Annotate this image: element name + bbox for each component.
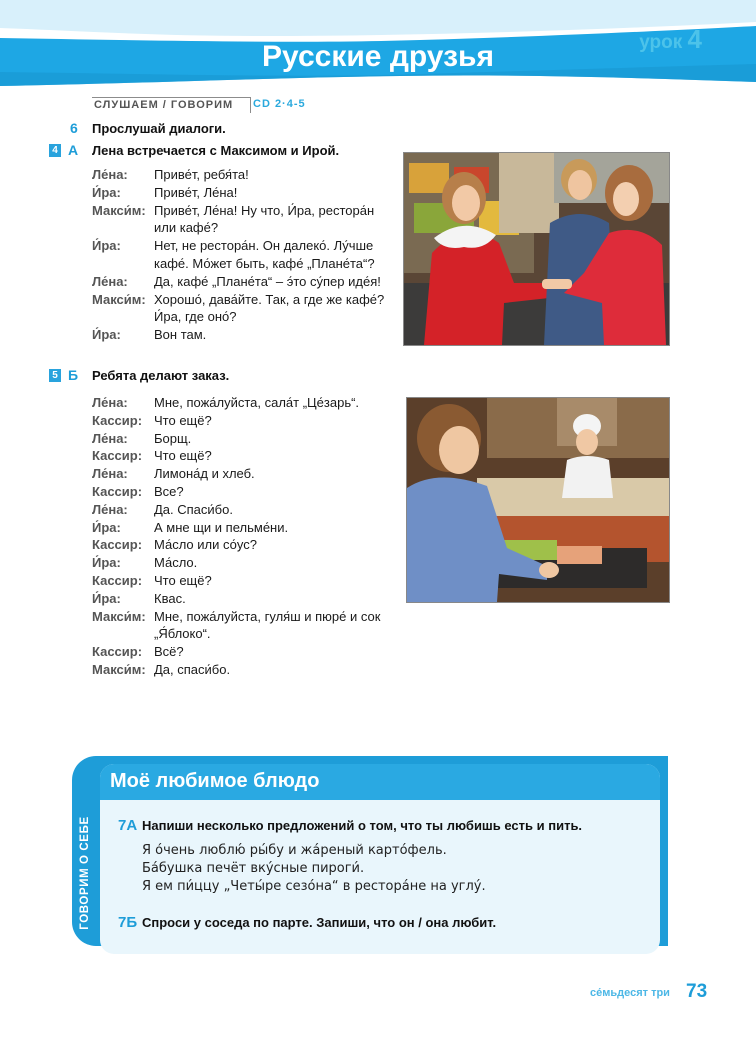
speaker: Макси́м: bbox=[92, 661, 146, 677]
dialogue-a bbox=[92, 166, 390, 344]
speaker: Кассир: bbox=[92, 572, 143, 588]
dialogue-line bbox=[92, 394, 390, 412]
task-letter-b: Б bbox=[68, 367, 79, 383]
audio-track-badge: 5 bbox=[49, 369, 61, 382]
line-text: Всё? bbox=[154, 644, 184, 660]
speaker: Кассир: bbox=[92, 448, 143, 464]
speaker: Ле́на: bbox=[92, 273, 128, 289]
line-text: Борщ. bbox=[154, 430, 192, 446]
example-line: Я ем пи́ццу „Четы́ре сезо́на“ в рестора́не на углу́. bbox=[142, 879, 486, 894]
line-text: Хорошо́, дава́йте. Так, а где же кафе́? И́ра, где оно́? bbox=[154, 291, 385, 325]
line-text: Да, спаси́бо. bbox=[154, 661, 231, 677]
page-number: 73 bbox=[686, 981, 708, 1002]
task-letter-a: А bbox=[68, 142, 79, 158]
line-text: Приве́т, Ле́на! bbox=[154, 184, 238, 200]
section-label: СЛУШАЕМ / ГОВОРИМ bbox=[92, 97, 251, 113]
speaker: Ле́на: bbox=[92, 395, 128, 410]
line-text: Лимона́д и хлеб. bbox=[154, 466, 255, 482]
dialogue-line bbox=[92, 536, 390, 554]
photo-ordering-food bbox=[406, 397, 670, 603]
speaker: Макси́м: bbox=[92, 291, 146, 307]
task-b-text: Ребята делают заказ. bbox=[92, 368, 230, 383]
photo-friends-greeting bbox=[403, 152, 670, 346]
speaker: И́ра: bbox=[92, 184, 121, 200]
dialogue-line bbox=[92, 519, 390, 537]
speaker: И́ра: bbox=[92, 555, 121, 571]
speaker: Макси́м: bbox=[92, 608, 146, 624]
dialogue-line bbox=[92, 447, 390, 465]
speaker: Ле́на: bbox=[92, 430, 128, 446]
line-text: Мне, пожа́луйста, сала́т „Це́зарь“. bbox=[154, 395, 360, 410]
line-text: Ма́сло. bbox=[154, 555, 198, 571]
dialogue-line bbox=[92, 643, 390, 661]
speaker: Ле́на: bbox=[92, 466, 128, 482]
lesson-word: урок bbox=[639, 32, 683, 53]
line-text: Что ещё? bbox=[154, 448, 212, 464]
dialogue-line bbox=[92, 326, 390, 344]
speaker: И́ра: bbox=[92, 519, 121, 535]
task-number-6: 6 bbox=[70, 120, 78, 136]
speaker: Кассир: bbox=[92, 644, 143, 660]
line-text: Нет, не рестора́н. Он далеко́. Лу́чше кафе́. Мо́жет быть, кафе́ „Плане́та“? bbox=[154, 238, 375, 271]
lesson-number: 4 bbox=[687, 24, 702, 54]
dialogue-line bbox=[92, 501, 390, 519]
dialogue-line bbox=[92, 572, 390, 590]
box-title: Моё любимое блюдо bbox=[110, 770, 320, 792]
speaker: Ле́на: bbox=[92, 167, 128, 182]
line-text: Вон там. bbox=[154, 327, 207, 343]
dialogue-line bbox=[92, 237, 390, 273]
dialogue-line bbox=[92, 412, 390, 430]
line-text: Что ещё? bbox=[154, 572, 212, 588]
dialogue-line bbox=[92, 202, 390, 238]
line-text: Что ещё? bbox=[154, 412, 212, 428]
task-6-text: Прослушай диалоги. bbox=[92, 121, 226, 136]
lesson-label bbox=[639, 24, 702, 55]
speaker: И́ра: bbox=[92, 590, 121, 606]
dialogue-line bbox=[92, 291, 390, 327]
dialogue-line bbox=[92, 465, 390, 483]
speaker: И́ра: bbox=[92, 238, 121, 254]
task-number-7a: 7А bbox=[118, 817, 138, 834]
line-text: Квас. bbox=[154, 590, 186, 606]
task-7a-text: Напиши несколько предложений о том, что ты любишь есть и пить. bbox=[142, 818, 583, 833]
box-header bbox=[100, 764, 660, 800]
dialogue-line bbox=[92, 184, 390, 202]
line-text: Ма́сло или со́ус? bbox=[154, 537, 257, 553]
task-7b-text: Спроси у соседа по парте. Запиши, что он / она любит. bbox=[142, 915, 497, 930]
speaker: Кассир: bbox=[92, 412, 143, 428]
dialogue-line bbox=[92, 554, 390, 572]
example-line: Ба́бушка печёт вку́сные пироги́. bbox=[142, 861, 365, 876]
audio-track-badge: 4 bbox=[49, 144, 61, 157]
line-text: Все? bbox=[154, 483, 184, 499]
cd-track: CD 2·4-5 bbox=[253, 98, 306, 110]
line-text: Приве́т, ребя́та! bbox=[154, 167, 249, 182]
examples bbox=[142, 842, 486, 896]
dialogue-line bbox=[92, 661, 390, 679]
side-label bbox=[70, 800, 100, 946]
speaker: Ле́на: bbox=[92, 501, 128, 517]
line-text: Да. Спаси́бо. bbox=[154, 501, 233, 517]
speaker: И́ра: bbox=[92, 327, 121, 343]
line-text: А мне щи и пельме́ни. bbox=[154, 519, 289, 535]
page-number-words: се́мьдесят три bbox=[590, 987, 670, 999]
speaker: Кассир: bbox=[92, 537, 143, 553]
dialogue-line bbox=[92, 608, 390, 644]
page-title: Русские друзья bbox=[262, 40, 494, 73]
dialogue-line bbox=[92, 273, 390, 291]
line-text: Мне, пожа́луйста, гуля́ш и пюре́ и сок „Я́блоко“. bbox=[154, 608, 381, 642]
task-a-text: Лена встречается с Максимом и Ирой. bbox=[92, 143, 340, 158]
side-label-text: ГОВОРИМ О СЕБЕ bbox=[79, 816, 91, 930]
dialogue-line bbox=[92, 430, 390, 448]
example-line: Я о́чень люблю́ ры́бу и жа́реный карто́фель. bbox=[142, 843, 447, 858]
dialogue-line bbox=[92, 166, 390, 184]
line-text: Да, кафе́ „Плане́та“ – э́то су́пер иде́я! bbox=[154, 273, 381, 289]
dialogue-b bbox=[92, 394, 390, 679]
line-text: Приве́т, Ле́на! Ну что, И́ра, рестора́н или кафе́? bbox=[154, 202, 375, 236]
dialogue-line bbox=[92, 483, 390, 501]
speaker: Кассир: bbox=[92, 483, 143, 499]
speaker: Макси́м: bbox=[92, 202, 146, 218]
dialogue-line bbox=[92, 590, 390, 608]
task-number-7b: 7Б bbox=[118, 914, 138, 931]
